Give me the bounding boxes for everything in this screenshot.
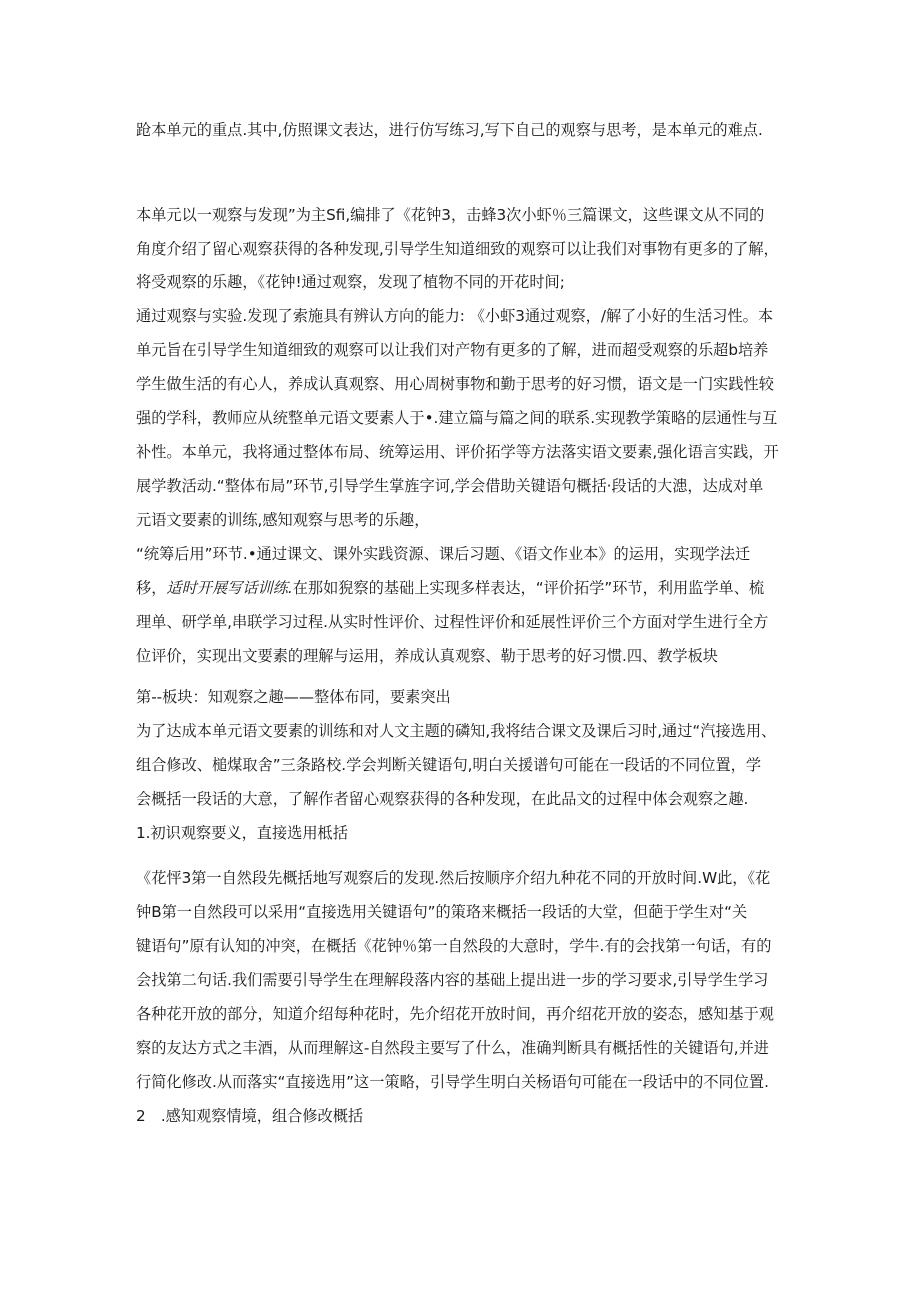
text-line-8: 强的学科，教师应从统整单元语文要素人于•.建立篇与篇之间的联系.实现教学策略的层通性与互 — [136, 409, 778, 427]
text-line-4: 将受观察的乐趣，《花钟!通过观察，发现了植物不同的开花时间; — [136, 273, 565, 291]
text-line-6: 单元旨在引导学生知道细致的观察可以让我们对产物有更多的了解，进而超受观察的乐超b培养 — [136, 341, 769, 359]
text-line-5: 通过观察与实验.发现了索施具有辨认方向的能力: 《小虾3通过观察，/解了小好的生活习性。本 — [136, 307, 774, 325]
subsection-heading-2: 2 .感知观察情境，组合修改概括 — [136, 1107, 364, 1125]
text-line-21: 《花怦3第一自然段先概括地写观察后的发现.然后按顺序介绍九种花不同的开放时间.W此，《花 — [136, 869, 771, 887]
section-heading: 第--板块：知观察之趣——整体布同，要素突出 — [136, 688, 451, 706]
text-line-15: 位评价，实现出文要素的理解与运用，养成认真观察、勒于思考的好习惯.四、教学板块 — [136, 647, 718, 665]
text-line-24: 会找第二句话.我们需要引导学生在理解段落内容的基础上提出进一步的学习要求,引导学生学习 — [136, 971, 769, 989]
text-line-27: 行简化修改.从而落实“直接选用”这一策略，引导学生明白关杨语句可能在一段话中的不同位置. — [136, 1073, 769, 1091]
text-line-17: 为了达成本单元语文要素的训练和对人文主题的磷知,我将结合课文及课后习时,通过“汽接选用、 — [136, 722, 777, 740]
text-line-1: 跄本单元的重点.其中,仿照课文表达，进行仿写练习,写下自己的观察与思考，是本单元的难点. — [136, 121, 763, 139]
text-line-11: 元语文要素的训练,感知观察与思考的乐趣， — [136, 511, 430, 529]
text-line-13 — [136, 578, 764, 598]
text-line-9: 补性。本单元，我将通过整体布局、统筹运用、评价拓学等方法落实语文要素,强化语言实践，开 — [136, 443, 779, 461]
text-line-7: 学生做生活的有心人，养成认真观察、用心周树事物和勤于思考的好习惯，语文是一门实践性较 — [136, 375, 774, 393]
text-line-13-italic: 适时开展写话训练. — [166, 579, 293, 597]
text-line-13-rest: 在那如猊察的基础上实现多样表达，“评价拓学”环节，利用监学单、梳 — [292, 579, 765, 597]
text-line-25: 各种花开放的部分，知道介绍每种花时，先介绍花开放时间，再介绍花开放的姿态，感知基于观 — [136, 1005, 774, 1023]
text-line-13-prefix: 移， — [136, 579, 167, 597]
text-line-14: 理单、研学单,串联学习过程.从实时性评价、过程性评价和延展性评价三个方面对学生进行全方 — [136, 613, 769, 631]
text-line-12: “统筹后用”环节.•通过课文、课外实践资源、课后习题、《语文作业本》的运用，实现学法迁 — [136, 545, 751, 563]
text-line-18: 组合修改、槌煤取舍”三条路校.学会判断关键语句,明白关援谱句可能在一段话的不同位置，学 — [136, 756, 762, 774]
text-line-23: 键语句”原有认知的冲突，在概括《花钟％第一自然段的大意时，学牛.有的会找第一句话，有的 — [136, 937, 772, 955]
text-line-2: 本单元以一观察与发现”为主Sfi,编排了《花钟3，击蜂3次小虾％三篇课文，这些课文从不同的 — [136, 206, 765, 224]
text-line-26: 察的友达方式之丰酒，从而理解这-自然段主要写了什么，准确判断具有概括性的关键语句,并进 — [136, 1039, 769, 1057]
text-line-10: 展学教活动.“整体布局”环节,引导学生掌旌字诃,学会借助关键语句概括·段话的大漶，达成对单 — [136, 477, 764, 495]
text-line-22: 钟B第一自然段可以采用“直接选用关键语句”的策珞来概括一段话的大堂，但葩于学生对“关 — [136, 903, 748, 921]
subsection-heading-1: 1.初识观察要义，直接选用柢括 — [136, 824, 348, 842]
text-line-3: 角度介绍了留心观察获得的各种发现,引导学生知道细致的观察可以让我们对事物有更多的了解， — [136, 240, 779, 258]
text-line-19: 会概括一段话的大意，了解作者留心观察获得的各种发现，在此品文的过程中体会观察之趣. — [136, 790, 749, 808]
